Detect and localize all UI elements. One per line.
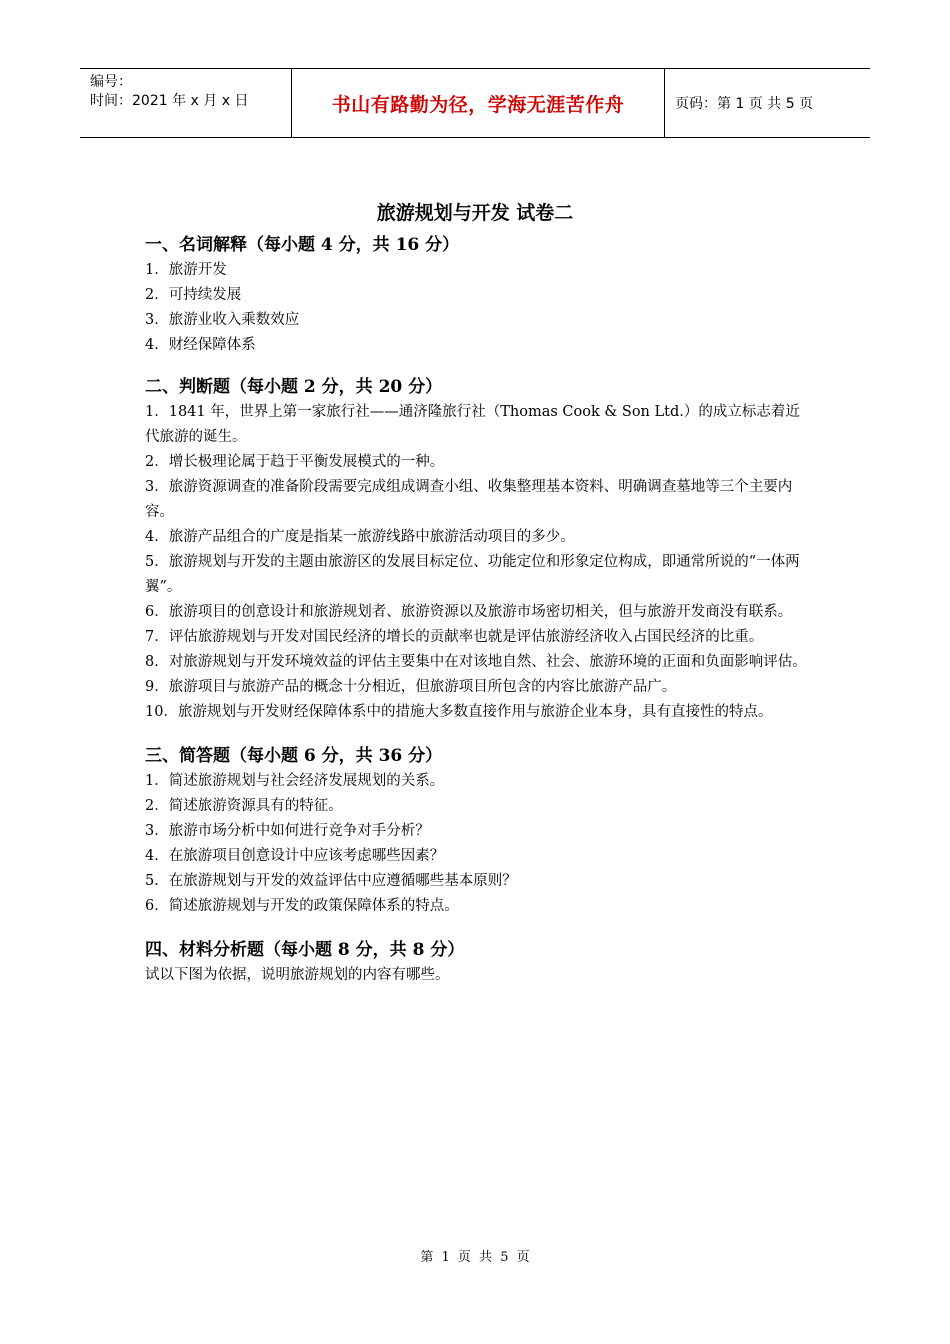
question-item: 1．简述旅游规划与社会经济发展规划的关系。 — [145, 773, 445, 789]
question-item: 6．简述旅游规划与开发的政策保障体系的特点。 — [145, 898, 459, 914]
question-item: 4．旅游产品组合的广度是指某一旅游线路中旅游活动项目的多少。 — [145, 529, 575, 545]
question-item: 2．可持续发展 — [145, 287, 242, 303]
page-footer: 第 1 页 共 5 页 — [420, 1250, 530, 1265]
question-item: 3．旅游市场分析中如何进行竞争对手分析？ — [145, 823, 430, 839]
document-title: 旅游规划与开发 试卷二 — [376, 202, 574, 224]
section-heading: 三、简答题（每小题 6 分，共 36 分） — [145, 746, 443, 766]
page-header — [80, 68, 870, 138]
question-item: 1．1841 年，世界上第一家旅行社——通济隆旅行社（Thomas Cook & Son Ltd.）的成立标志着近代旅游的诞生。 — [145, 404, 800, 445]
question-item: 9．旅游项目与旅游产品的概念十分相近，但旅游项目所包含的内容比旅游产品广。 — [145, 679, 677, 695]
question-item: 2．简述旅游资源具有的特征。 — [145, 798, 343, 814]
section-true-false — [145, 374, 810, 725]
question-item: 试以下图为依据，说明旅游规划的内容有哪些。 — [145, 967, 450, 983]
document-body — [145, 232, 810, 988]
question-item: 5．在旅游规划与开发的效益评估中应遵循哪些基本原则？ — [145, 873, 517, 889]
question-item: 2．增长极理论属于趋于平衡发展模式的一种。 — [145, 454, 445, 470]
question-item: 10．旅游规划与开发财经保障体系中的措施大多数直接作用与旅游企业本身，具有直接性的特点。 — [145, 704, 773, 720]
header-meta — [80, 69, 292, 137]
section-heading: 四、材料分析题（每小题 8 分，共 8 分） — [145, 940, 465, 960]
header-page-info: 页码：第 1 页 共 5 页 — [675, 96, 814, 112]
number-label: 编号： — [90, 74, 132, 90]
header-motto: 书山有路勤为径，学海无涯苦作舟 — [292, 69, 665, 137]
question-item: 7．评估旅游规划与开发对国民经济的增长的贡献率也就是评估旅游经济收入占国民经济的比重。 — [145, 629, 764, 645]
time-label: 时间：2021 年 x 月 x 日 — [90, 93, 249, 109]
question-item: 1．旅游开发 — [145, 262, 227, 278]
section-material-analysis — [145, 937, 810, 988]
question-item: 3．旅游业收入乘数效应 — [145, 312, 300, 328]
section-heading: 二、判断题（每小题 2 分，共 20 分） — [145, 377, 443, 397]
question-item: 4．财经保障体系 — [145, 337, 256, 353]
question-item: 4．在旅游项目创意设计中应该考虑哪些因素？ — [145, 848, 445, 864]
question-item: 5．旅游规划与开发的主题由旅游区的发展目标定位、功能定位和形象定位构成，即通常所说的“一体两翼”。 — [145, 554, 800, 595]
question-item: 6．旅游项目的创意设计和旅游规划者、旅游资源以及旅游市场密切相关，但与旅游开发商没有联系。 — [145, 604, 793, 620]
section-heading: 一、名词解释（每小题 4 分，共 16 分） — [145, 235, 460, 255]
question-item: 8．对旅游规划与开发环境效益的评估主要集中在对该地自然、社会、旅游环境的正面和负面影响评估。 — [145, 654, 807, 670]
section-terms — [145, 232, 810, 358]
section-short-answer — [145, 743, 810, 919]
question-item: 3．旅游资源调查的准备阶段需要完成组成调查小组、收集整理基本资料、明确调查墓地等三个主要内容。 — [145, 479, 793, 520]
